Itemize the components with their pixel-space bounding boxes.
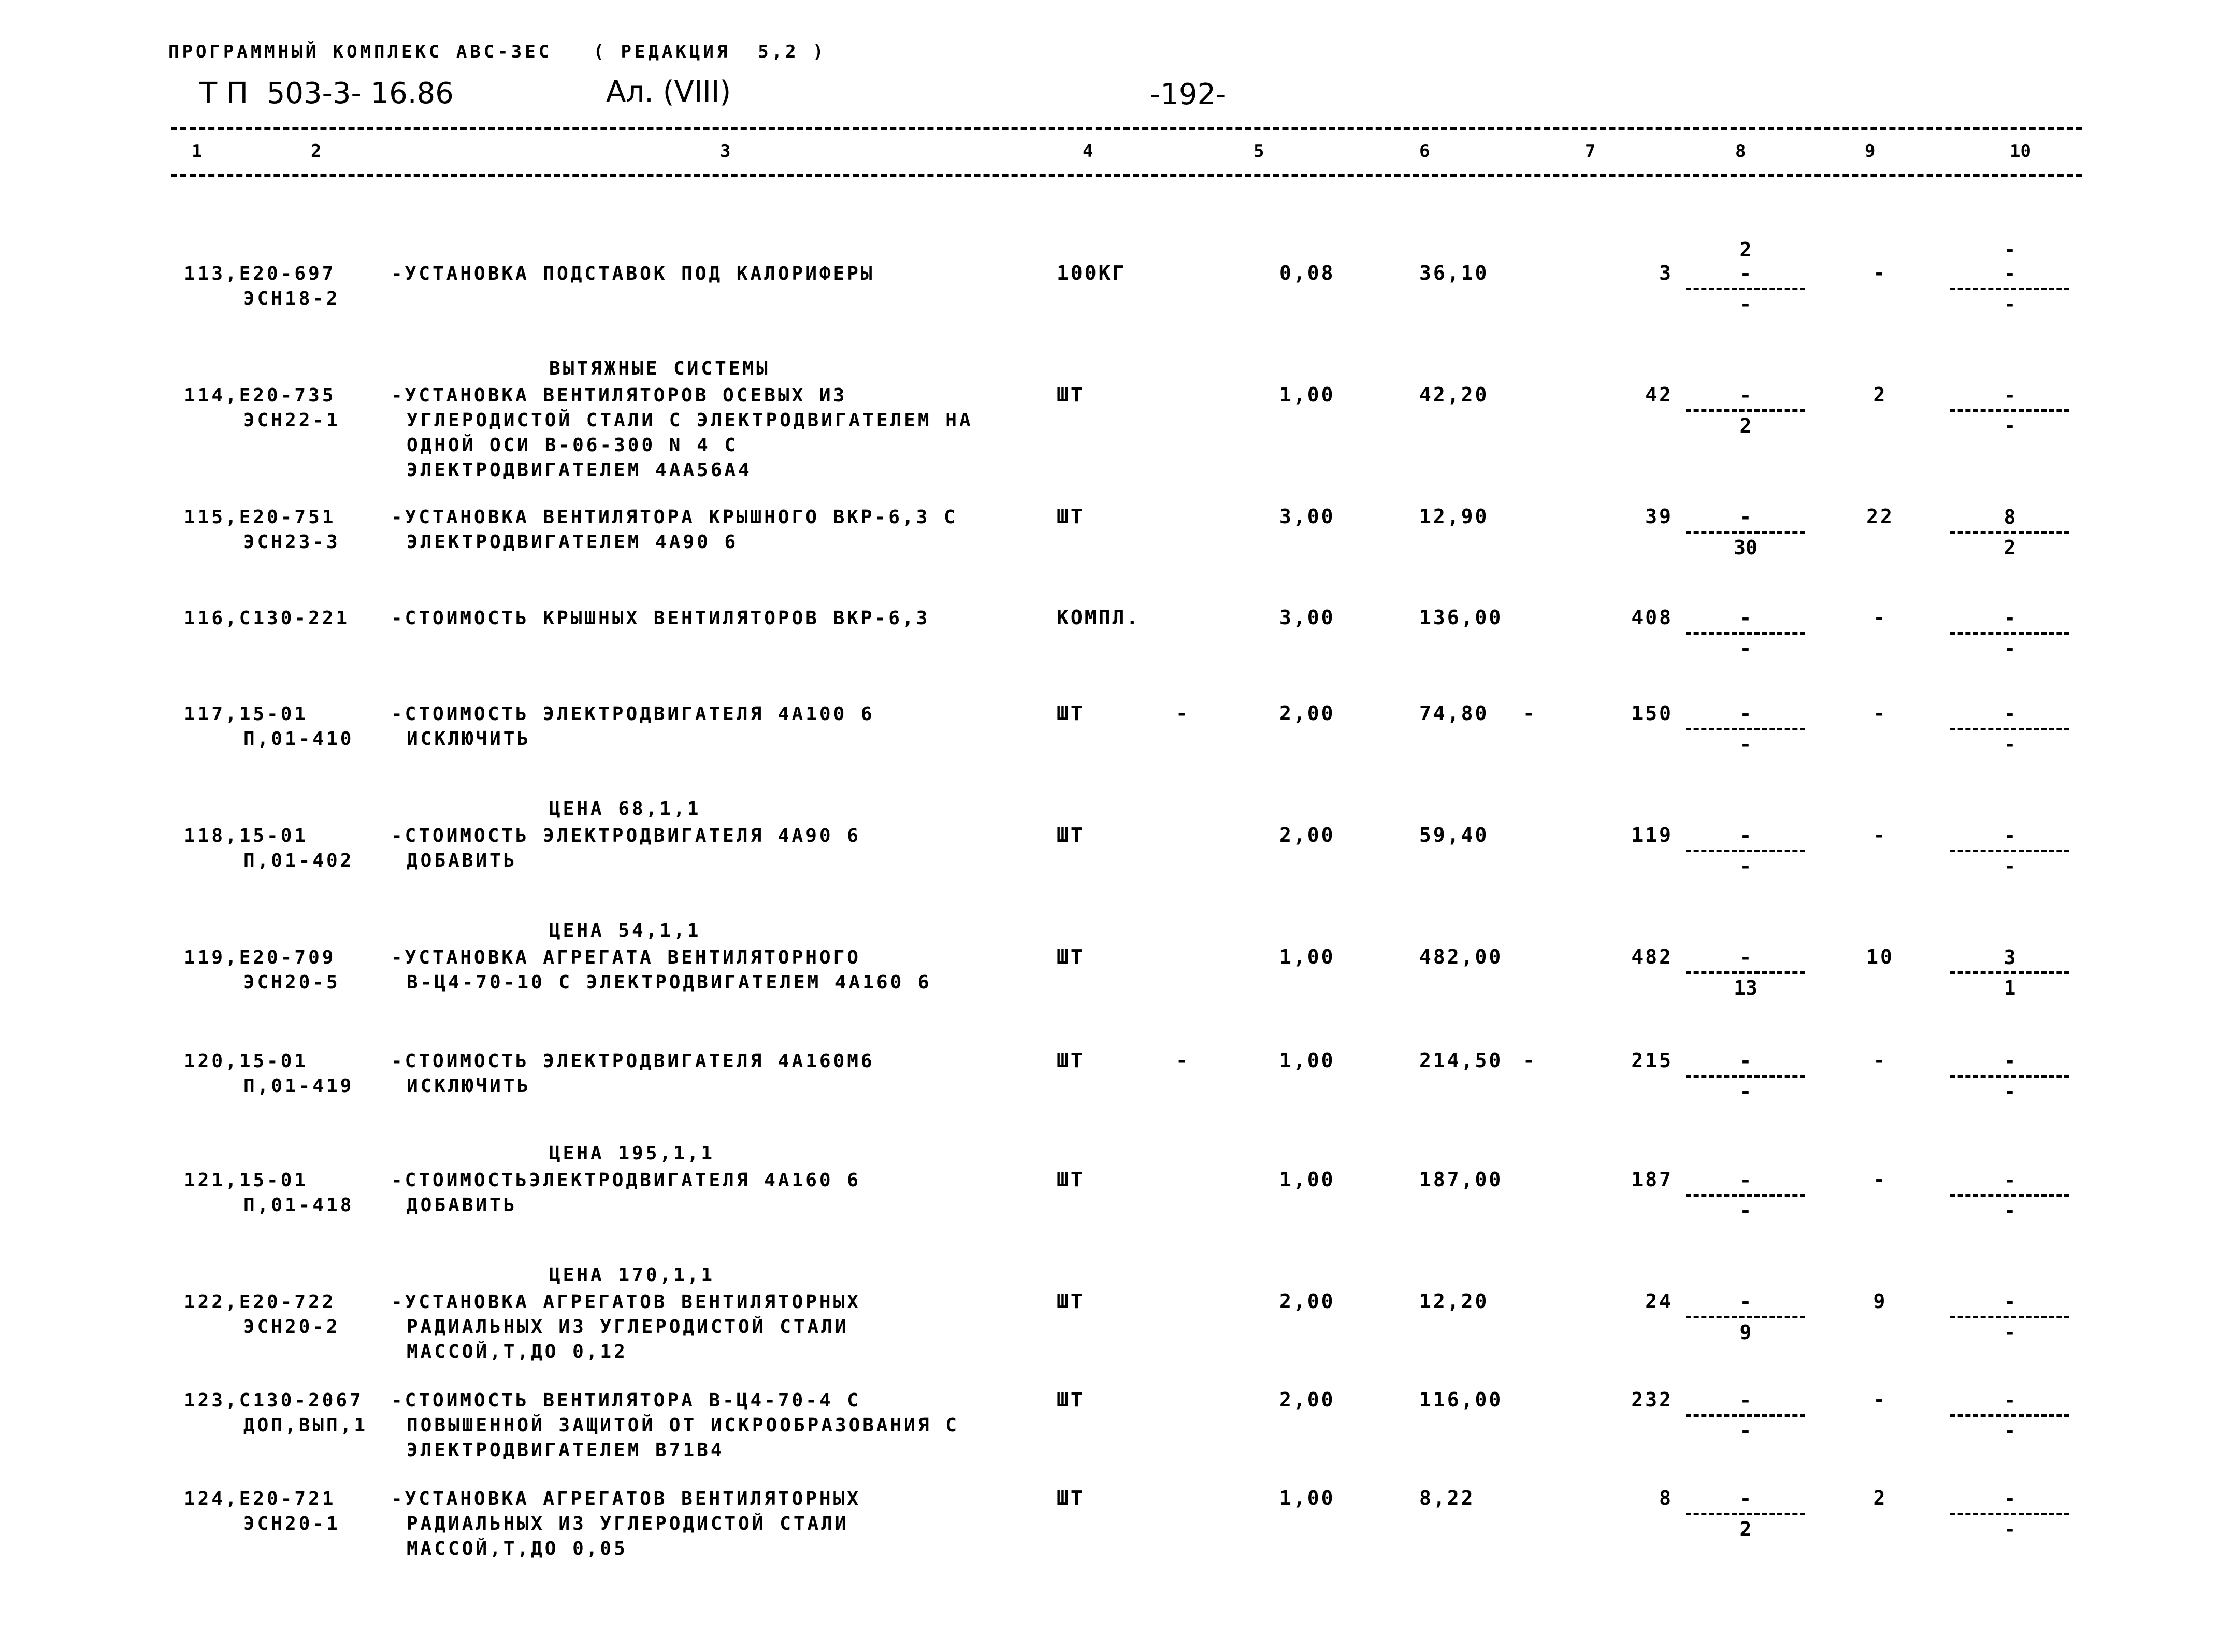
row-total: 8 [1659, 1487, 1673, 1510]
row-col8-fraction [1683, 678, 1808, 756]
row-section-note: ВЫТЯЖНЫЕ СИСТЕМЫ [549, 358, 770, 379]
row-description-line: ОДНОЙ ОСИ В-06-300 N 4 С [407, 435, 739, 456]
row-col8-fraction-numerator: - [1739, 824, 1752, 847]
row-quantity: 2,00 [1279, 702, 1335, 725]
row-col10-fraction [1948, 1364, 2072, 1443]
row-price-mark: - [1523, 702, 1537, 725]
column-header-4: 4 [1083, 141, 1093, 162]
row-col9: - [1873, 606, 1888, 629]
row-col10-fraction [1948, 481, 2072, 559]
row-col8-fraction [1683, 481, 1808, 559]
row-price: 214,50 [1419, 1049, 1503, 1072]
row-col8-fraction-above [1683, 800, 1808, 824]
row-col8-fraction-numerator: - [1739, 1290, 1752, 1313]
row-price: 12,90 [1419, 505, 1489, 528]
row-col10-fraction-denominator: - [2004, 733, 2016, 756]
row-total: 232 [1631, 1388, 1673, 1411]
row-col10-fraction-bar [1950, 1414, 2069, 1417]
row-quantity: 2,00 [1279, 1290, 1335, 1313]
row-col10-fraction-denominator: - [2004, 414, 2016, 437]
row-code: 121,15-01 [184, 1170, 309, 1191]
row-quantity: 1,00 [1279, 1049, 1335, 1072]
doc-code: Т П 503-3- 16.86 [199, 77, 454, 110]
row-col8-fraction-numerator: - [1739, 1389, 1752, 1412]
row-col8-fraction-numerator: - [1739, 384, 1752, 407]
row-unit: КОМПЛ. [1057, 606, 1141, 629]
row-col10-fraction-numerator: 8 [2004, 506, 2016, 528]
row-description-line: МАССОЙ,Т,ДО 0,05 [407, 1538, 628, 1559]
column-header-10: 10 [2010, 141, 2031, 162]
row-description-line: В-Ц4-70-10 С ЭЛЕКТРОДВИГАТЕЛЕМ 4А160 6 [407, 972, 932, 993]
row-col8-fraction-above [1683, 678, 1808, 702]
row-price: 116,00 [1419, 1388, 1503, 1411]
row-col10-fraction [1948, 582, 2072, 660]
row-col10-fraction-above [1948, 481, 2072, 505]
row-col8-fraction-denominator: 13 [1734, 976, 1757, 999]
column-header-8: 8 [1735, 141, 1746, 162]
row-subcode: П,01-419 [243, 1075, 354, 1097]
row-col8-fraction-above [1683, 1364, 1808, 1388]
row-col9: - [1873, 1168, 1888, 1191]
row-col8-fraction [1683, 1364, 1808, 1443]
row-col8-fraction-bar [1686, 1316, 1805, 1318]
row-col8-fraction [1683, 238, 1808, 316]
row-unit: ШТ [1057, 1049, 1085, 1072]
row-col10-fraction-above [1948, 1266, 2072, 1290]
row-col10-fraction-numerator: - [2004, 1487, 2016, 1510]
column-header-3: 3 [720, 141, 731, 162]
row-col10-fraction [1948, 1463, 2072, 1541]
row-col10-fraction-bar [1950, 1075, 2069, 1078]
row-col10-fraction-bar [1950, 1316, 2069, 1318]
row-col8-fraction-above [1683, 481, 1808, 505]
row-description-line: ЭЛЕКТРОДВИГАТЕЛЕМ 4А90 6 [407, 531, 739, 553]
row-code: 114,Е20-735 [184, 385, 336, 406]
row-price: 42,20 [1419, 383, 1489, 406]
row-price: 59,40 [1419, 824, 1489, 846]
row-quantity: 3,00 [1279, 505, 1335, 528]
row-code: 117,15-01 [184, 703, 309, 725]
row-col8-fraction [1683, 922, 1808, 1000]
row-quantity: 1,00 [1279, 383, 1335, 406]
row-col8-fraction-bar [1686, 728, 1805, 730]
row-code: 124,Е20-721 [184, 1488, 336, 1510]
row-col9: 9 [1873, 1290, 1888, 1313]
row-code: 123,С130-2067 [184, 1390, 364, 1411]
row-col8-fraction-above [1683, 1463, 1808, 1487]
row-col8-fraction-numerator: - [1739, 506, 1752, 528]
row-col9: - [1873, 1049, 1888, 1072]
row-description-line: РАДИАЛЬНЫХ ИЗ УГЛЕРОДИСТОЙ СТАЛИ [407, 1513, 849, 1534]
album-label: Ал. (VIII) [606, 75, 731, 109]
row-col10-fraction-above [1948, 582, 2072, 606]
row-col8-fraction-above [1683, 922, 1808, 945]
row-col9: - [1873, 824, 1888, 846]
row-col8-fraction-numerator: - [1739, 1169, 1752, 1191]
row-code: 119,Е20-709 [184, 947, 336, 968]
row-total: 119 [1631, 824, 1673, 846]
row-unit: ШТ [1057, 1487, 1085, 1510]
row-col10-fraction-numerator: - [2004, 384, 2016, 407]
row-col10-fraction-numerator: - [2004, 1050, 2016, 1072]
row-description-line: -УСТАНОВКА ВЕНТИЛЯТОРА КРЫШНОГО ВКР-6,3 С [391, 507, 958, 528]
row-col10-fraction-denominator: - [2004, 1518, 2016, 1541]
column-header-1: 1 [192, 141, 203, 162]
row-col8-fraction-bar [1686, 850, 1805, 852]
row-unit: ШТ [1057, 702, 1085, 725]
row-price: 36,10 [1419, 262, 1489, 284]
row-col10-fraction-bar [1950, 1194, 2069, 1197]
row-section-note: ЦЕНА 170,1,1 [549, 1265, 715, 1286]
row-total: 187 [1631, 1168, 1673, 1191]
row-col10-fraction-numerator: - [2004, 824, 2016, 847]
row-col10-fraction-bar [1950, 632, 2069, 635]
row-description-line: -УСТАНОВКА АГРЕГАТОВ ВЕНТИЛЯТОРНЫХ [391, 1488, 861, 1510]
row-col8-fraction-above: 2 [1739, 238, 1752, 261]
row-col10-fraction-denominator: - [2004, 1419, 2016, 1442]
row-col8-fraction-denominator: 30 [1734, 536, 1757, 559]
row-total: 408 [1631, 606, 1673, 629]
row-price: 8,22 [1419, 1487, 1475, 1510]
row-unit: ШТ [1057, 824, 1085, 846]
row-unit: ШТ [1057, 505, 1085, 528]
row-description-line: ЭЛЕКТРОДВИГАТЕЛЕМ В71В4 [407, 1440, 725, 1461]
row-description-line: -СТОИМОСТЬ КРЫШНЫХ ВЕНТИЛЯТОРОВ ВКР-6,3 [391, 608, 930, 629]
row-col10-fraction-bar [1950, 850, 2069, 852]
row-col10-fraction-numerator: - [2004, 702, 2016, 725]
row-col10-fraction-denominator: 1 [2004, 976, 2016, 999]
row-col8-fraction-denominator: 2 [1739, 414, 1752, 437]
row-quantity: 3,00 [1279, 606, 1335, 629]
row-col8-fraction [1683, 1144, 1808, 1223]
row-description-line: ЭЛЕКТРОДВИГАТЕЛЕМ 4АА56А4 [407, 459, 752, 481]
row-col10-fraction-numerator: - [2004, 1169, 2016, 1191]
row-col8-fraction-numerator: - [1739, 946, 1752, 969]
row-col10-fraction-denominator: - [2004, 293, 2016, 315]
row-subcode: П,01-418 [243, 1195, 354, 1216]
row-subcode: ЭСН20-1 [243, 1513, 340, 1534]
row-unit: ШТ [1057, 383, 1085, 406]
row-col8-fraction-denominator: - [1739, 1080, 1752, 1103]
row-col8-fraction-bar [1686, 531, 1805, 534]
row-description-line: -УСТАНОВКА ПОДСТАВОК ПОД КАЛОРИФЕРЫ [391, 263, 875, 284]
row-total: 39 [1645, 505, 1673, 528]
row-unit: ШТ [1057, 945, 1085, 968]
row-col8-fraction-denominator: - [1739, 293, 1752, 315]
row-price: 74,80 [1419, 702, 1489, 725]
row-col10-fraction-numerator: - [2004, 1290, 2016, 1313]
row-col10-fraction [1948, 800, 2072, 878]
row-col9: 22 [1866, 505, 1894, 528]
row-col8-fraction-above [1683, 1266, 1808, 1290]
row-subcode: ЭСН18-2 [243, 288, 340, 309]
row-col4-mark: - [1176, 702, 1190, 725]
row-col10-fraction-above [1948, 922, 2072, 945]
row-col8-fraction-above [1683, 1144, 1808, 1168]
row-description-line: -СТОИМОСТЬ ЭЛЕКТРОДВИГАТЕЛЯ 4А100 6 [391, 703, 875, 725]
row-unit: ШТ [1057, 1168, 1085, 1191]
row-col10-fraction-denominator: - [2004, 1321, 2016, 1344]
row-col10-fraction-above [1948, 1463, 2072, 1487]
row-unit: ШТ [1057, 1290, 1085, 1313]
column-header-9: 9 [1865, 141, 1876, 162]
row-total: 42 [1645, 383, 1673, 406]
row-code: 122,Е20-722 [184, 1291, 336, 1313]
row-col10-fraction-denominator: - [2004, 1199, 2016, 1222]
row-price-mark: - [1523, 1049, 1537, 1072]
row-col8-fraction-bar [1686, 1414, 1805, 1417]
row-description-line: -СТОИМОСТЬ ВЕНТИЛЯТОРА В-Ц4-70-4 С [391, 1390, 861, 1411]
row-col8-fraction [1683, 1266, 1808, 1344]
row-description-line: -СТОИМОСТЬЭЛЕКТРОДВИГАТЕЛЯ 4А160 6 [391, 1170, 861, 1191]
row-quantity: 0,08 [1279, 262, 1335, 284]
row-description-line: ИСКЛЮЧИТЬ [407, 1075, 531, 1097]
row-col10-fraction-above [1948, 360, 2072, 383]
row-col10-fraction-denominator: - [2004, 637, 2016, 660]
row-col8-fraction [1683, 360, 1808, 438]
row-unit: ШТ [1057, 1388, 1085, 1411]
row-col9: 2 [1873, 1487, 1888, 1510]
column-header-7: 7 [1585, 141, 1596, 162]
row-col10-fraction-denominator: 2 [2004, 536, 2016, 559]
program-header: ПРОГРАММНЫЙ КОМПЛЕКС АВС-3ЕС ( РЕДАКЦИЯ 5,2 ) [168, 41, 827, 62]
row-code: 120,15-01 [184, 1051, 309, 1072]
row-col8-fraction-bar [1686, 1513, 1805, 1515]
row-code: 118,15-01 [184, 825, 309, 846]
row-section-note: ЦЕНА 195,1,1 [549, 1143, 715, 1164]
row-col8-fraction-denominator: 9 [1739, 1321, 1752, 1344]
row-col10-fraction-numerator: - [2004, 262, 2016, 285]
row-col10-fraction-denominator: - [2004, 855, 2016, 878]
row-total: 215 [1631, 1049, 1673, 1072]
row-subcode: ЭСН22-1 [243, 410, 340, 431]
row-col10-fraction-bar [1950, 728, 2069, 730]
row-col8-fraction-denominator: - [1739, 855, 1752, 878]
row-section-note: ЦЕНА 68,1,1 [549, 798, 701, 820]
row-description-line: -УСТАНОВКА АГРЕГАТОВ ВЕНТИЛЯТОРНЫХ [391, 1291, 861, 1313]
column-header-2: 2 [311, 141, 322, 162]
header-rule-top [171, 127, 2082, 130]
row-col10-fraction-bar [1950, 288, 2069, 290]
row-col10-fraction-above [1948, 1364, 2072, 1388]
row-col9: 10 [1866, 945, 1894, 968]
row-description-line: ИСКЛЮЧИТЬ [407, 728, 531, 750]
row-col8-fraction-denominator: - [1739, 1419, 1752, 1442]
row-col10-fraction-numerator: 3 [2004, 946, 2016, 969]
page-number: -192- [1150, 78, 1227, 111]
row-description-line: ДОБАВИТЬ [407, 850, 517, 871]
row-description-line: -СТОИМОСТЬ ЭЛЕКТРОДВИГАТЕЛЯ 4А90 6 [391, 825, 861, 846]
row-col4-mark: - [1176, 1049, 1190, 1072]
row-description-line: ДОБАВИТЬ [407, 1195, 517, 1216]
row-col10-fraction-above [1948, 800, 2072, 824]
row-price: 136,00 [1419, 606, 1503, 629]
row-subcode: П,01-402 [243, 850, 354, 871]
row-unit: 100КГ [1057, 262, 1127, 284]
row-description-line: ПОВЫШЕННОЙ ЗАЩИТОЙ ОТ ИСКРООБРАЗОВАНИЯ С [407, 1415, 959, 1436]
row-col8-fraction-above [1683, 360, 1808, 383]
row-description-line: -УСТАНОВКА АГРЕГАТА ВЕНТИЛЯТОРНОГО [391, 947, 861, 968]
row-price: 12,20 [1419, 1290, 1489, 1313]
row-col10-fraction [1948, 1266, 2072, 1344]
row-col8-fraction-numerator: - [1739, 607, 1752, 629]
row-col8-fraction [1683, 800, 1808, 878]
row-subcode: ЭСН20-5 [243, 972, 340, 993]
row-col10-fraction-bar [1950, 971, 2069, 974]
row-description-line: -СТОИМОСТЬ ЭЛЕКТРОДВИГАТЕЛЯ 4А160М6 [391, 1051, 875, 1072]
row-col10-fraction [1948, 360, 2072, 438]
row-quantity: 1,00 [1279, 1168, 1335, 1191]
row-price: 187,00 [1419, 1168, 1503, 1191]
row-col9: - [1873, 1388, 1888, 1411]
row-col10-fraction-above [1948, 1144, 2072, 1168]
row-col10-fraction [1948, 1144, 2072, 1223]
row-col10-fraction [1948, 678, 2072, 756]
row-description-line: РАДИАЛЬНЫХ ИЗ УГЛЕРОДИСТОЙ СТАЛИ [407, 1316, 849, 1338]
row-col9: - [1873, 262, 1888, 284]
row-col10-fraction-above [1948, 678, 2072, 702]
row-code: 115,Е20-751 [184, 507, 336, 528]
row-col8-fraction-numerator: - [1739, 1050, 1752, 1072]
row-quantity: 2,00 [1279, 824, 1335, 846]
row-col10-fraction [1948, 1025, 2072, 1103]
row-col8-fraction-denominator: - [1739, 733, 1752, 756]
row-col8-fraction-numerator: - [1739, 702, 1752, 725]
row-col8-fraction [1683, 582, 1808, 660]
row-col8-fraction-above [1683, 582, 1808, 606]
row-col9: 2 [1873, 383, 1888, 406]
row-col8-fraction-bar [1686, 971, 1805, 974]
row-col10-fraction-denominator: - [2004, 1080, 2016, 1103]
row-col8-fraction [1683, 1463, 1808, 1541]
row-col10-fraction [1948, 238, 2072, 316]
row-subcode: П,01-410 [243, 728, 354, 750]
row-section-note: ЦЕНА 54,1,1 [549, 920, 701, 941]
row-col8-fraction-numerator: - [1739, 262, 1752, 285]
row-quantity: 2,00 [1279, 1388, 1335, 1411]
row-col8-fraction-denominator: 2 [1739, 1518, 1752, 1541]
row-col8-fraction-bar [1686, 632, 1805, 635]
row-col10-fraction-numerator: - [2004, 1389, 2016, 1412]
row-col10-fraction-above: - [2004, 238, 2016, 261]
row-col8-fraction-denominator: - [1739, 637, 1752, 660]
column-header-5: 5 [1254, 141, 1264, 162]
row-total: 24 [1645, 1290, 1673, 1313]
row-col10-fraction-bar [1950, 1513, 2069, 1515]
row-col9: - [1873, 702, 1888, 725]
row-col8-fraction-denominator: - [1739, 1199, 1752, 1222]
column-header-6: 6 [1419, 141, 1430, 162]
header-rule-bottom [171, 174, 2082, 177]
row-description-line: МАССОЙ,Т,ДО 0,12 [407, 1341, 628, 1362]
row-col8-fraction [1683, 1025, 1808, 1103]
row-total: 3 [1659, 262, 1673, 284]
row-col10-fraction-above [1948, 1025, 2072, 1049]
row-col8-fraction-bar [1686, 1075, 1805, 1078]
row-col8-fraction-above [1683, 1025, 1808, 1049]
row-col10-fraction-numerator: - [2004, 607, 2016, 629]
row-col10-fraction-bar [1950, 531, 2069, 534]
row-code: 116,С130-221 [184, 608, 350, 629]
row-col8-fraction-bar [1686, 409, 1805, 412]
row-subcode: ДОП,ВЫП,1 [243, 1415, 368, 1436]
row-code: 113,Е20-697 [184, 263, 336, 284]
row-col8-fraction-bar [1686, 288, 1805, 290]
row-description-line: -УСТАНОВКА ВЕНТИЛЯТОРОВ ОСЕВЫХ ИЗ [391, 385, 847, 406]
row-subcode: ЭСН23-3 [243, 531, 340, 553]
row-description-line: УГЛЕРОДИСТОЙ СТАЛИ С ЭЛЕКТРОДВИГАТЕЛЕМ НА [407, 410, 973, 431]
row-col10-fraction [1948, 922, 2072, 1000]
row-col8-fraction-bar [1686, 1194, 1805, 1197]
row-quantity: 1,00 [1279, 945, 1335, 968]
row-total: 482 [1631, 945, 1673, 968]
row-col8-fraction-numerator: - [1739, 1487, 1752, 1510]
row-subcode: ЭСН20-2 [243, 1316, 340, 1338]
row-quantity: 1,00 [1279, 1487, 1335, 1510]
row-price: 482,00 [1419, 945, 1503, 968]
row-col10-fraction-bar [1950, 409, 2069, 412]
row-total: 150 [1631, 702, 1673, 725]
